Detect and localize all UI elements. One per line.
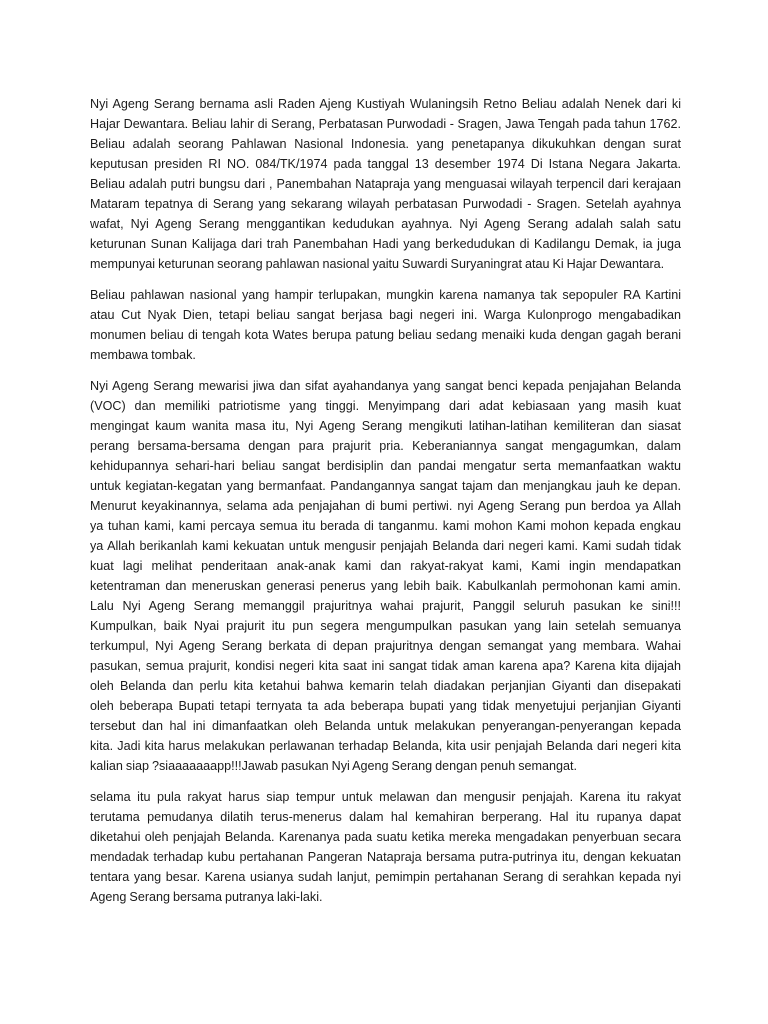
- text-line: tentara yang besar. Karena usianya sudah lanjut, pemimpin pertahanan Serang di serahkan kepada nyi: [90, 870, 681, 884]
- paragraph-3: [90, 376, 681, 776]
- text-line: mempunyai keturunan seorang pahlawan nasional yaitu Suwardi Suryaningrat atau Ki Hajar Dewantara.: [90, 257, 665, 271]
- text-line: ya Allah berikanlah kami kekuatan untuk mengusir penjajah Belanda dari negeri kami. Kami sudah tidak: [90, 539, 681, 553]
- text-line: terkumpul, Nyi Ageng Serang berkata di depan prajuritnya dengan semangat yang membara. Wahai: [90, 639, 681, 653]
- text-line: terutama pemudanya dilatih terus-menerus dalam hal kemahiran berperang. Hal itu rupanya dapat: [90, 810, 681, 824]
- text-line: Nyi Ageng Serang mewarisi jiwa dan sifat ayahandanya yang sangat benci kepada penjajahan Belanda: [90, 379, 681, 393]
- text-line: mengingat kaum wanita masa itu, Nyi Ageng Serang mengikuti latihan-latihan kemiliteran dan siasat: [90, 419, 681, 433]
- text-line: kalian siap ?siaaaaaaapp!!!Jawab pasukan Nyi Ageng Serang dengan penuh semangat.: [90, 759, 578, 773]
- document-page: [90, 94, 681, 918]
- text-line: membawa tombak.: [90, 348, 196, 362]
- text-line: Beliau adalah seorang Pahlawan Nasional Indonesia. yang penetapanya dikukuhkan dengan surat: [90, 137, 681, 151]
- text-line: monumen beliau di tengah kota Wates berupa patung beliau sedang menaiki kuda dengan gagah berani: [90, 328, 681, 342]
- paragraph-4: [90, 787, 681, 907]
- text-line: oleh Belanda dan perlu kita ketahui bahwa kemarin telah diadakan perjanjian Giyanti dan disepakati: [90, 679, 681, 693]
- text-line: ya tuhan kami, kami percaya semua itu berada di tanganmu. kami mohon Kami mohon kepada engkau: [90, 519, 681, 533]
- text-line: (VOC) dan memiliki patriotisme yang tinggi. Menyimpang dari adat kebiasaan yang masih kuat: [90, 399, 681, 413]
- text-line: Mataram tepatnya di Serang yang sekarang wilayah perbatasan Purwodadi - Sragen. Setelah ayahnya: [90, 197, 681, 211]
- text-line: wafat, Nyi Ageng Serang menggantikan kedudukan ayahnya. Nyi Ageng Serang adalah salah satu: [90, 217, 681, 231]
- text-line: Nyi Ageng Serang bernama asli Raden Ajeng Kustiyah Wulaningsih Retno Beliau adalah Nenek dari ki: [90, 97, 681, 111]
- text-line: diketahui oleh penjajah Belanda. Karenanya pada suatu ketika mereka mengadakan penyerbuan secara: [90, 830, 681, 844]
- text-line: Menurut keyakinannya, selama ada penjajahan di bumi pertiwi. nyi Ageng Serang pun berdoa ya Allah: [90, 499, 681, 513]
- text-line: keturunan Sunan Kalijaga dari trah Panembahan Hadi yang berkedudukan di Kadilangu Demak, ia juga: [90, 237, 681, 251]
- text-line: keputusan presiden RI NO. 084/TK/1974 pada tanggal 13 desember 1974 Di Istana Negara Jakarta.: [90, 157, 681, 171]
- text-line: atau Cut Nyak Dien, tetapi beliau sangat berjasa bagi negeri ini. Warga Kulonprogo mengabadikan: [90, 308, 681, 322]
- text-line: tersebut dan hal ini dimanfaatkan oleh Belanda untuk melakukan penyerangan-penyerangan kepada: [90, 719, 681, 733]
- text-line: Lalu Nyi Ageng Serang memanggil prajuritnya wahai prajurit, Panggil seluruh pasukan ke sini!!!: [90, 599, 681, 613]
- text-line: kita. Jadi kita harus melakukan perlawanan terhadap Belanda, kita usir penjajah Belanda dari negeri kita: [90, 739, 681, 753]
- paragraph-1: [90, 94, 681, 274]
- paragraph-2: [90, 285, 681, 365]
- text-line: perang bersama-bersama dengan para prajurit pria. Keberaniannya sangat mengagumkan, dalam: [90, 439, 681, 453]
- text-line: Kumpulkan, baik Nyai prajurit itu pun segera mengumpulkan pasukan yang lain setelah semuanya: [90, 619, 681, 633]
- text-line: selama itu pula rakyat harus siap tempur untuk melawan dan mengusir penjajah. Karena itu rakyat: [90, 790, 681, 804]
- text-line: pasukan, semua prajurit, kondisi negeri kita saat ini sangat tidak aman karena apa? Karena kita dijajah: [90, 659, 681, 673]
- text-line: Hajar Dewantara. Beliau lahir di Serang, Perbatasan Purwodadi - Sragen, Jawa Tengah pada tahun 1762.: [90, 117, 681, 131]
- text-line: oleh beberapa Bupati tetapi ternyata ta ada beberapa bupati yang tidak menyetujui perjanjian Giyanti: [90, 699, 681, 713]
- text-line: Ageng Serang bersama putranya laki-laki.: [90, 890, 323, 904]
- text-line: ketentraman dan meneruskan generasi penerus yang lebih baik. Kabulkanlah permohonan kami amin.: [90, 579, 681, 593]
- text-line: kehidupannya sehari-hari beliau sangat berdisiplin dan pandai mengatur serta memanfaatkan waktu: [90, 459, 681, 473]
- text-line: Beliau adalah putri bungsu dari , Panembahan Natapraja yang menguasai wilayah terpencil dari kerajaan: [90, 177, 681, 191]
- text-line: mendadak terhadap kubu pertahanan Pangeran Natapraja bersama putra-putrinya itu, dengan kekuatan: [90, 850, 681, 864]
- text-line: kuat lagi melihat penderitaan anak-anak kami dan rakyat-rakyat kami, Kami ingin mendapatkan: [90, 559, 681, 573]
- text-line: Beliau pahlawan nasional yang hampir terlupakan, mungkin karena namanya tak sepopuler RA Kartini: [90, 288, 681, 302]
- text-line: untuk kegiatan-kegatan yang bermanfaat. Pandangannya sangat tajam dan menjangkau jauh ke depan.: [90, 479, 681, 493]
